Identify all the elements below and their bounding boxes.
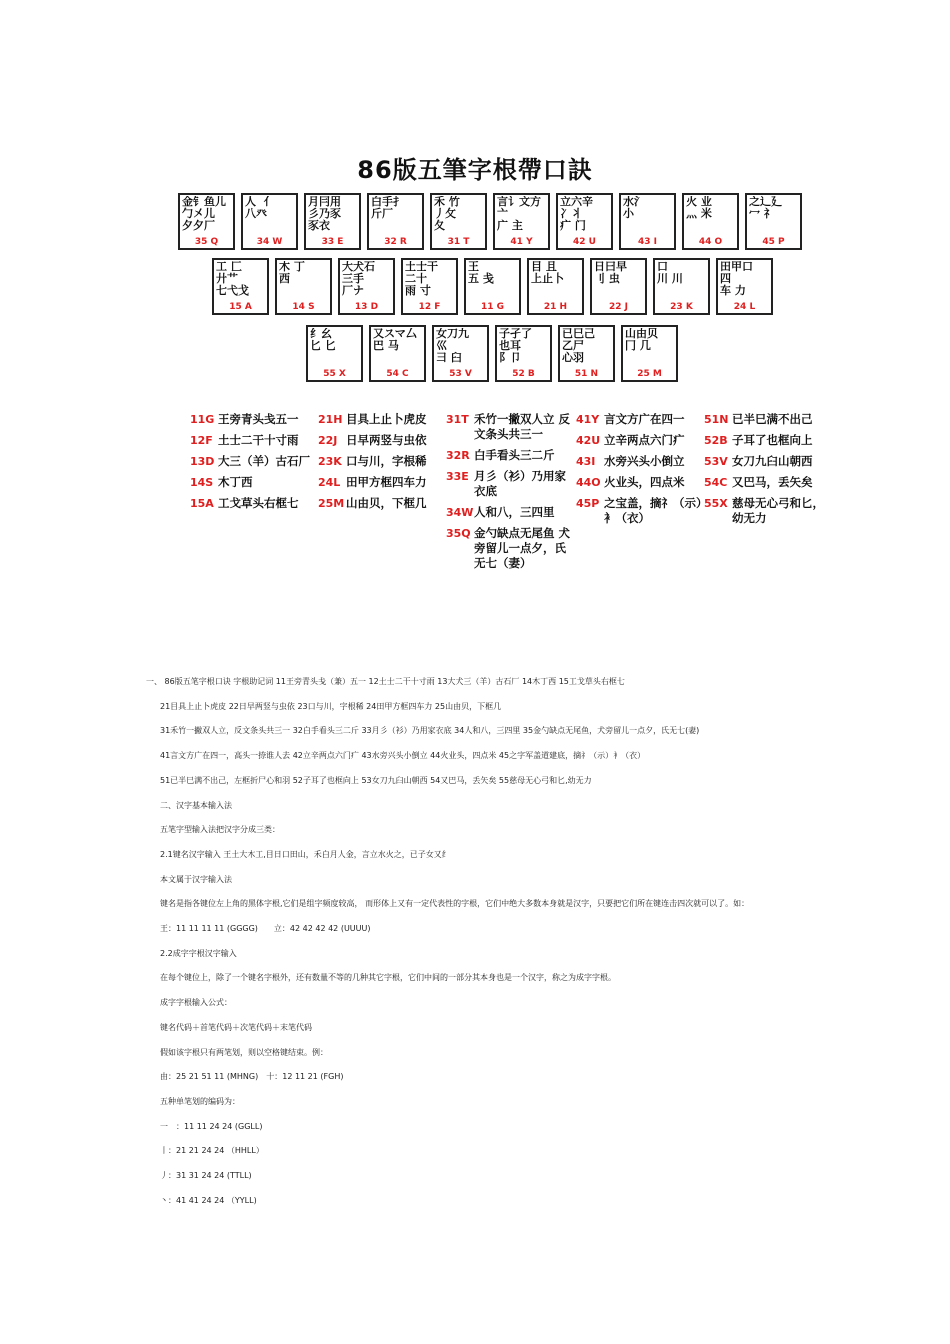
legend-item — [318, 454, 448, 469]
legend-item — [704, 454, 834, 469]
key-12-f — [401, 258, 458, 315]
legend-key-code: 12F — [190, 434, 213, 447]
key-glyphs: 女刀九 巛 彐 臼 — [436, 328, 469, 364]
legend-item — [446, 412, 576, 442]
doc-line: 21目具上止卜虎皮 22日早两竖与虫依 23口与川，字根稀 24田甲方框四车力 25山由贝，下框几 — [160, 701, 502, 711]
key-code: 52 B — [512, 369, 535, 379]
doc-line: 由：25 21 51 11 (MHNG) 十：12 11 21 (FGH) — [160, 1072, 344, 1082]
legend-mnemonic: 慈母无心弓和匕，幼无力 — [732, 496, 824, 525]
key-24-l — [716, 258, 773, 315]
doc-line: 键名代码＋首笔代码＋次笔代码＋末笔代码 — [160, 1022, 312, 1032]
doc-line: 本文属于汉字输入法 — [160, 874, 232, 884]
legend-key-code: 15A — [190, 497, 214, 510]
key-33-e — [304, 193, 361, 250]
legend-key-code: 44O — [576, 476, 601, 489]
legend-mnemonic: 工戈草头右框七 — [218, 496, 299, 510]
legend-key-code: 33E — [446, 470, 469, 483]
legend-mnemonic: 言文方广在四一 — [604, 412, 685, 426]
key-32-r — [367, 193, 424, 250]
key-43-i — [619, 193, 676, 250]
key-23-k — [653, 258, 710, 315]
legend-item — [704, 496, 834, 526]
legend-key-code: 42U — [576, 434, 601, 447]
key-44-o — [682, 193, 739, 250]
legend-key-code: 23K — [318, 455, 342, 468]
legend-mnemonic: 大三（羊）古石厂 — [218, 454, 310, 468]
legend-item — [704, 475, 834, 490]
key-glyphs: 口 川 川 — [657, 261, 683, 285]
legend-mnemonic: 口与川，字根稀 — [346, 454, 427, 468]
figure-title: 86版五筆字根帶口訣 — [357, 156, 593, 184]
legend-item — [446, 526, 576, 571]
legend-key-code: 35Q — [446, 527, 471, 540]
key-41-y — [493, 193, 550, 250]
key-code: 44 O — [698, 237, 723, 247]
legend-key-code: 45P — [576, 497, 600, 510]
legend-item — [576, 496, 706, 526]
key-code: 42 U — [573, 237, 596, 247]
legend-key-code: 25M — [318, 497, 345, 510]
legend-item — [704, 412, 834, 427]
legend-mnemonic: 土士二干十寸雨 — [218, 433, 299, 447]
legend-item — [576, 475, 706, 490]
legend-mnemonic: 王旁青头戋五一 — [218, 412, 299, 426]
key-code: 21 H — [543, 302, 568, 312]
legend-item — [190, 496, 320, 511]
key-25-m — [621, 325, 678, 382]
key-code: 22 J — [608, 302, 628, 312]
key-14-s — [275, 258, 332, 315]
key-glyphs: 已巳己 乙尸 心羽 — [562, 328, 595, 364]
key-55-x — [306, 325, 363, 382]
key-code: 55 X — [323, 369, 346, 379]
legend-item — [576, 454, 706, 469]
keyboard-row-bottom — [306, 325, 678, 382]
legend-mnemonic: 女刀九臼山朝西 — [732, 454, 813, 468]
key-glyphs: 立六辛 冫丬 疒 门 — [560, 196, 593, 232]
key-code: 54 C — [386, 369, 409, 379]
legend-key-code: 55X — [704, 497, 728, 510]
key-52-b — [495, 325, 552, 382]
legend-mnemonic: 白手看头三二斤 — [474, 448, 555, 462]
legend-key-code: 52B — [704, 434, 728, 447]
legend-key-code: 51N — [704, 413, 729, 426]
legend-key-code: 22J — [318, 434, 338, 447]
doc-line: 成字字根输入公式： — [160, 998, 232, 1008]
legend-key-code: 13D — [190, 455, 215, 468]
legend-key-code: 21H — [318, 413, 343, 426]
legend-column — [318, 412, 448, 517]
doc-line: 在每个键位上，除了一个键名字根外，还有数量不等的几种其它字根，它们中间的一部分其本身也是一个汉字，称之为成字字根。 — [160, 973, 616, 983]
legend-mnemonic: 月彡（衫）乃用家衣底 — [474, 469, 566, 498]
key-glyphs: 大犬石 三手 厂ナ — [342, 261, 375, 297]
key-glyphs: 木 丁 西 — [279, 261, 305, 285]
legend-key-code: 24L — [318, 476, 341, 489]
legend-item — [318, 475, 448, 490]
legend-mnemonic: 金勺缺点无尾鱼 犬旁留儿一点夕，氏无七（妻） — [474, 526, 571, 570]
key-glyphs: 水氵 小 — [623, 196, 645, 220]
legend-mnemonic: 目具上止卜虎皮 — [346, 412, 427, 426]
doc-line: 一、 86版五笔字根口诀 字根助记词 11王旁青头戋（兼）五一 12土士二干十寸雨 13大犬三（羊）古石厂 14木丁西 15工戈草头右框七 — [146, 677, 625, 686]
legend-item — [190, 433, 320, 448]
doc-line: 2.2成字字根汉字输入 — [160, 948, 237, 958]
key-glyphs: 土士干 二十 雨 寸 — [405, 261, 438, 297]
doc-line: 2.1键名汉字输入 王土大木工,目日口田山，禾白月人金，言立水火之，已子女又纟 — [160, 849, 450, 859]
key-glyphs: 工 匚 廾艹 七弋戈 — [216, 261, 249, 297]
key-code: 11 G — [480, 302, 505, 312]
legend-item — [576, 433, 706, 448]
key-code: 41 Y — [510, 237, 533, 247]
key-code: 23 K — [670, 302, 693, 312]
key-glyphs: 王 五 戋 — [468, 261, 494, 285]
key-glyphs: 禾 竹 丿攵 夂 — [434, 196, 460, 232]
legend-item — [190, 412, 320, 427]
key-glyphs: 言讠文方 亠 广 主 — [497, 196, 541, 232]
key-glyphs: 子孑了 也耳 阝卩 — [499, 328, 532, 364]
key-31-t — [430, 193, 487, 250]
key-code: 33 E — [321, 237, 344, 247]
legend-mnemonic: 禾竹一撇双人立 反文条头共三一 — [474, 412, 571, 441]
key-glyphs: 人 亻 八癶 — [245, 196, 275, 220]
key-glyphs: 月冃用 彡乃豕 豕衣 — [308, 196, 341, 232]
doc-line: 五种单笔划的编码为： — [160, 1096, 240, 1106]
key-21-h — [527, 258, 584, 315]
keyboard-row-middle — [212, 258, 773, 315]
key-22-j — [590, 258, 647, 315]
doc-line: 一 ：11 11 24 24 (GGLL) — [160, 1121, 263, 1131]
doc-line: 41言文方广在四一，高头一捺谁人去 42立辛两点六门疒 43水旁兴头小倒立 44火业头，四点米 45之字军盖道建底，摘礻（示）衤（衣） — [160, 751, 646, 761]
key-code: 45 P — [762, 237, 785, 247]
key-code: 13 D — [354, 302, 379, 312]
key-code: 32 R — [384, 237, 407, 247]
key-glyphs: 金钅鱼儿 勹㐅儿 夕夕厂 — [182, 196, 226, 232]
legend-item — [318, 433, 448, 448]
legend-mnemonic: 山由贝，下框几 — [346, 496, 427, 510]
key-code: 31 T — [447, 237, 470, 247]
legend-item — [446, 469, 576, 499]
doc-line: 31禾竹一撇双人立，反文条头共三一 32白手看头三二斤 33月彡（衫）乃用家衣底 34人和八，三四里 35金勺缺点无尾鱼，犬旁留儿一点夕，氏无七(妻) — [160, 726, 700, 736]
key-13-d — [338, 258, 395, 315]
legend-item — [190, 454, 320, 469]
key-42-u — [556, 193, 613, 250]
key-code: 25 M — [637, 369, 662, 379]
legend-mnemonic: 田甲方框四车力 — [346, 475, 427, 489]
legend-key-code: 11G — [190, 413, 215, 426]
key-glyphs: 之辶廴 冖 礻 — [749, 196, 782, 220]
key-code: 35 Q — [194, 237, 219, 247]
key-glyphs: 白手扌 斤厂 — [371, 196, 404, 220]
legend-mnemonic: 木丁西 — [218, 475, 253, 489]
legend-mnemonic: 又巴马，丢矢矣 — [732, 475, 813, 489]
key-glyphs: 山由贝 冂 几 — [625, 328, 658, 352]
legend-item — [318, 496, 448, 511]
key-code: 43 I — [637, 237, 657, 247]
legend-column — [576, 412, 706, 532]
key-code: 24 L — [733, 302, 756, 312]
legend-column — [704, 412, 834, 532]
key-code: 53 V — [449, 369, 472, 379]
key-11-g — [464, 258, 521, 315]
legend-mnemonic: 日早两竖与虫依 — [346, 433, 427, 447]
legend-item — [190, 475, 320, 490]
key-glyphs: 田甲口 四 车 力 — [720, 261, 753, 297]
legend-mnemonic: 之宝盖，摘礻（示）衤（衣） — [604, 496, 702, 525]
legend-key-code: 53V — [704, 455, 728, 468]
legend-item — [446, 448, 576, 463]
doc-line: 五笔字型输入法把汉字分成三类： — [160, 825, 280, 835]
key-code: 34 W — [256, 237, 283, 247]
legend-key-code: 41Y — [576, 413, 600, 426]
keyboard-row-top — [178, 193, 802, 250]
key-glyphs: 火 业 灬 米 — [686, 196, 712, 220]
legend-mnemonic: 子耳了也框向上 — [732, 433, 813, 447]
legend-item — [576, 412, 706, 427]
legend-mnemonic: 火业头，四点米 — [604, 475, 685, 489]
doc-line: 二、汉字基本输入法 — [160, 800, 232, 810]
legend-key-code: 31T — [446, 413, 469, 426]
key-glyphs: 日曰早 刂 虫 — [594, 261, 627, 285]
legend-key-code: 34W — [446, 506, 474, 519]
key-15-a — [212, 258, 269, 315]
doc-line: 丿：31 31 24 24 (TTLL) — [160, 1171, 252, 1180]
legend-mnemonic: 已半巳满不出己 — [732, 412, 813, 426]
key-51-n — [558, 325, 615, 382]
legend-item — [704, 433, 834, 448]
legend-column — [446, 412, 576, 577]
doc-line: 丶：41 41 24 24 （YYLL) — [160, 1195, 257, 1205]
legend-mnemonic: 人和八，三四里 — [474, 505, 555, 519]
key-code: 15 A — [229, 302, 252, 312]
doc-line: 51已半巳满不出己，左框折尸心和羽 52子耳了也框向上 53女刀九臼山朝西 54又巴马，丢矢矣 55慈母无心弓和匕,幼无力 — [160, 775, 592, 785]
doc-line: 王：11 11 11 11 (GGGG) 立：42 42 42 42 (UUUU) — [160, 924, 371, 933]
key-glyphs: 又スマ厶 巴 马 — [373, 328, 417, 352]
key-54-c — [369, 325, 426, 382]
legend-mnemonic: 立辛两点六门疒 — [604, 433, 685, 447]
key-45-p — [745, 193, 802, 250]
key-glyphs: 纟幺 匕 匕 — [310, 328, 336, 352]
legend-key-code: 32R — [446, 449, 470, 462]
legend-key-code: 43I — [576, 455, 596, 468]
legend-item — [318, 412, 448, 427]
doc-line: 假如该字根只有两笔划，则以空格键结束。例： — [160, 1047, 328, 1057]
key-34-w — [241, 193, 298, 250]
key-35-q — [178, 193, 235, 250]
legend-column — [190, 412, 320, 517]
key-53-v — [432, 325, 489, 382]
legend-key-code: 14S — [190, 476, 214, 489]
legend-item — [446, 505, 576, 520]
key-code: 12 F — [418, 302, 441, 312]
key-glyphs: 目 且 上止卜 — [531, 261, 564, 285]
doc-line: 键名是指各键位左上角的黑体字根,它们是组字频度较高， 而形体上又有一定代表性的字根，它们中绝大多数本身就是汉字，只要把它们所在键连击四次就可以了。如： — [160, 899, 750, 909]
legend-key-code: 54C — [704, 476, 728, 489]
key-code: 14 S — [292, 302, 315, 312]
key-code: 51 N — [574, 369, 599, 379]
legend-mnemonic: 水旁兴头小倒立 — [604, 454, 685, 468]
doc-line: 丨：21 21 24 24 （HHLL） — [160, 1146, 264, 1156]
